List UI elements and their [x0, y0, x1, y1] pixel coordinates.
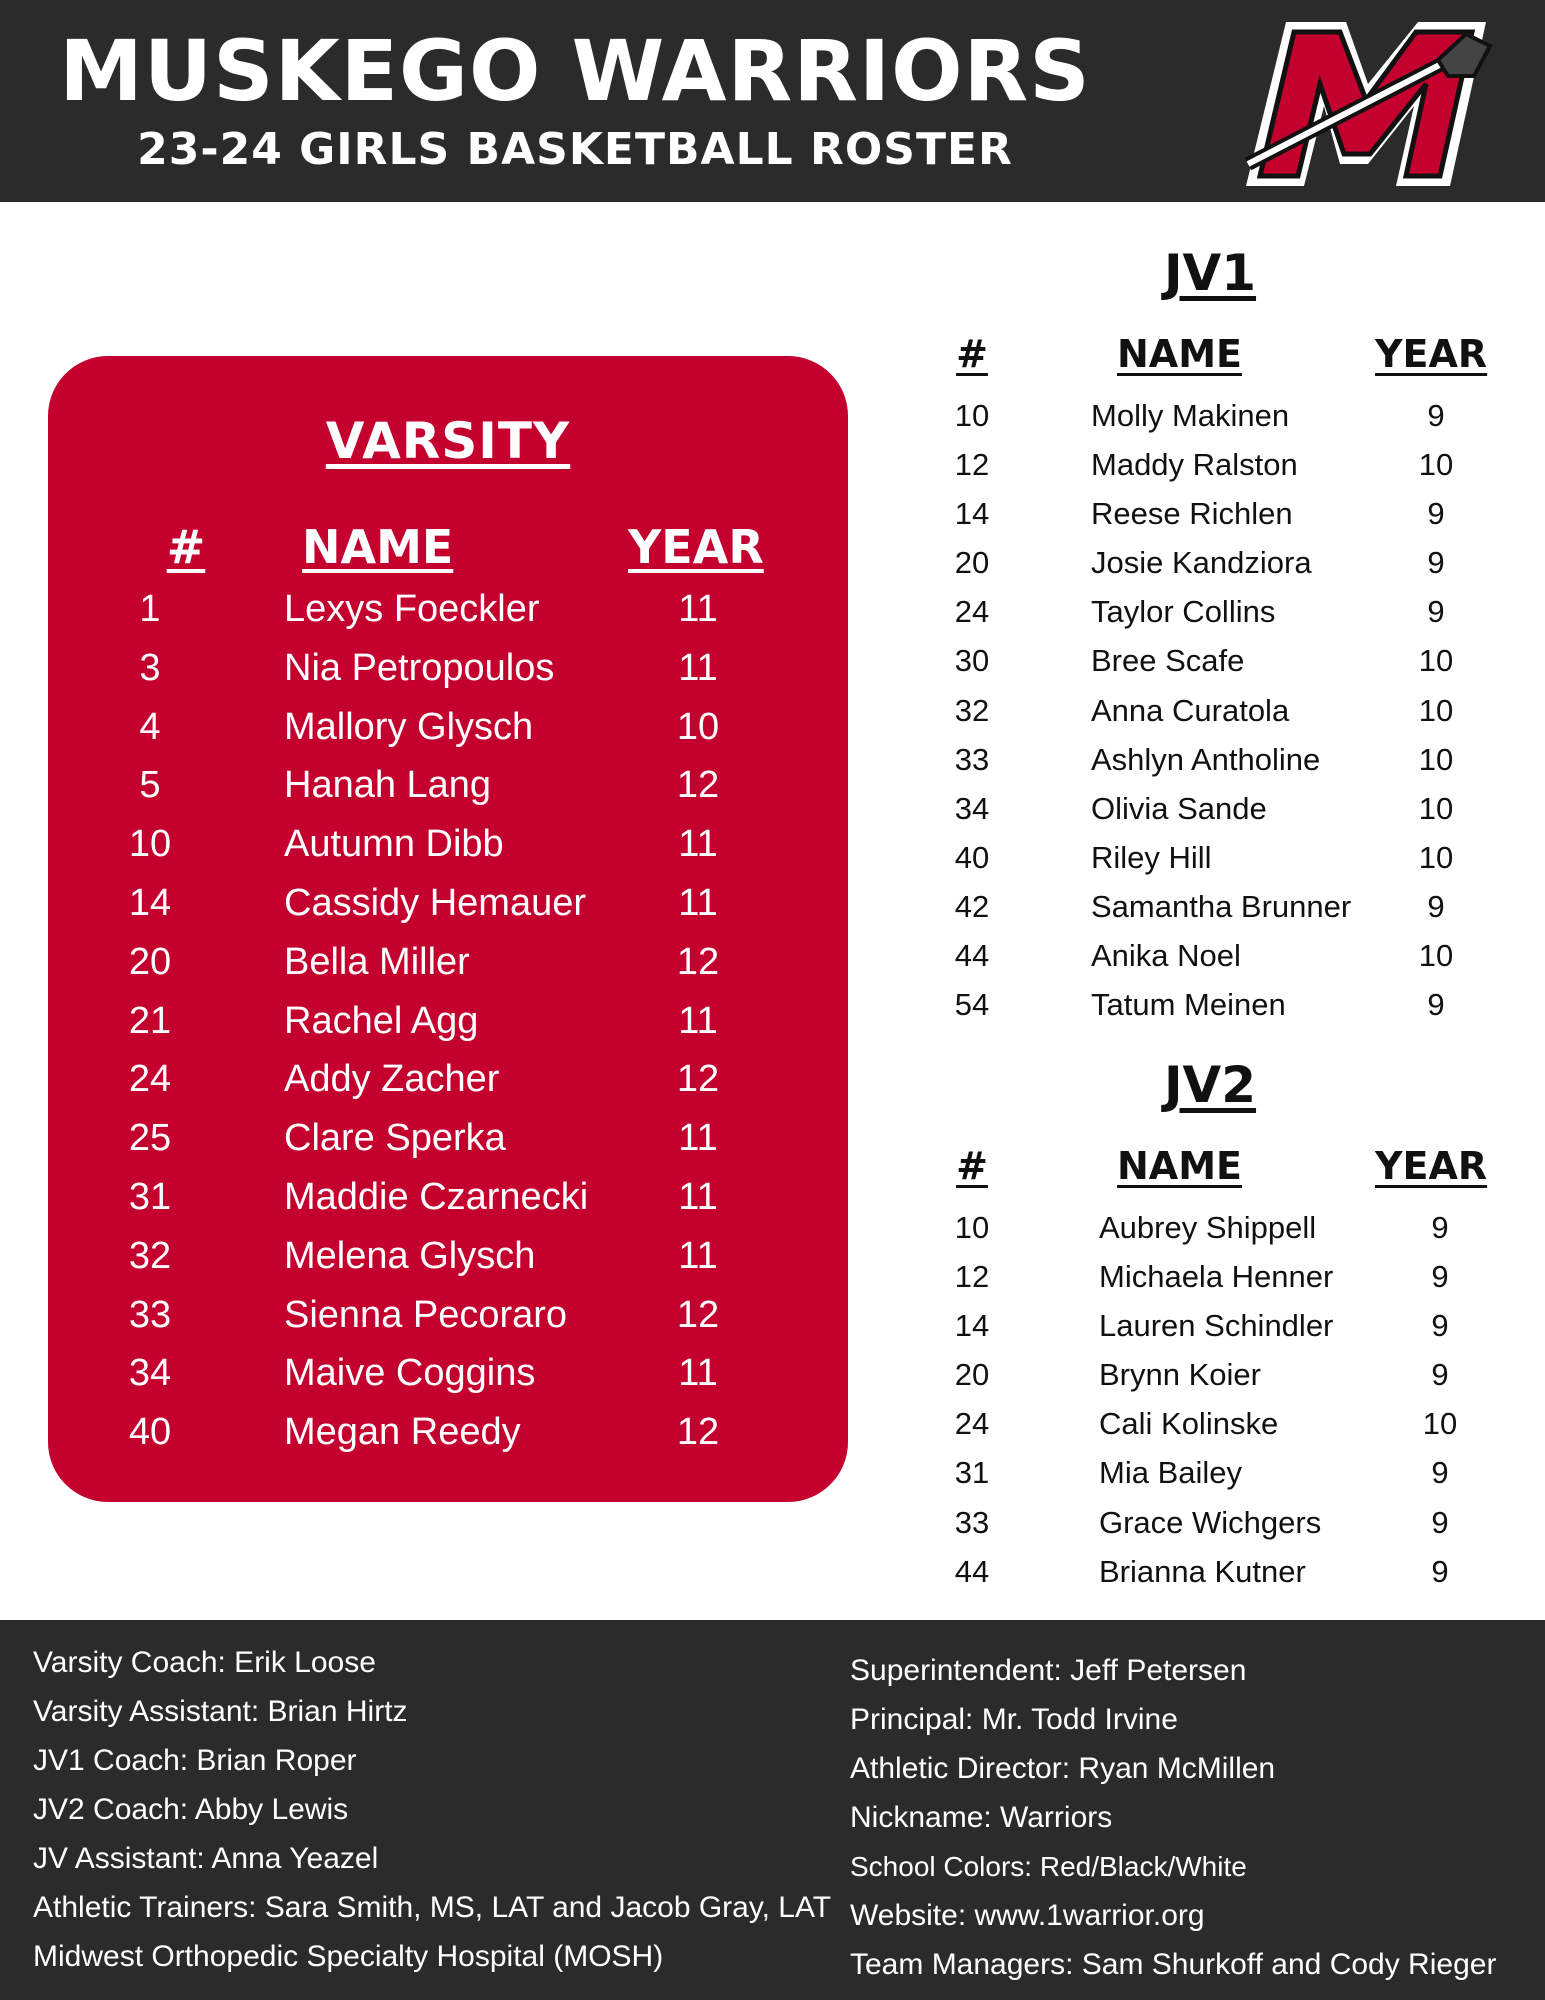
jv1-player-row: [0, 594, 1545, 643]
player-number: 54: [954, 987, 990, 1023]
jv1-player-row: [0, 447, 1545, 496]
footer-info-line: Athletic Trainers: Sara Smith, MS, LAT and Jacob Gray, LAT: [33, 1891, 832, 1924]
player-number: 30: [954, 643, 990, 679]
footer-info-line: Varsity Coach: Erik Loose: [33, 1646, 376, 1679]
player-year: 12: [676, 940, 720, 983]
player-name: Autumn Dibb: [284, 823, 504, 866]
player-name: Brianna Kutner: [1099, 1553, 1306, 1589]
jv2-header-num: #: [956, 1144, 988, 1188]
player-name: Rachel Agg: [284, 999, 479, 1042]
player-name: Clare Sperka: [284, 1117, 506, 1160]
player-name: Lexys Foeckler: [284, 588, 540, 630]
player-name: Anna Curatola: [1091, 692, 1290, 728]
player-number: 5: [139, 764, 161, 807]
player-name: Maddy Ralston: [1091, 447, 1298, 483]
player-year: 11: [678, 1117, 718, 1160]
player-year: 10: [1418, 692, 1454, 728]
jv2-player-row: [0, 1554, 1545, 1603]
player-year: 10: [1418, 447, 1454, 483]
player-year: 9: [1427, 496, 1445, 532]
player-year: 9: [1431, 1553, 1449, 1589]
player-year: 10: [676, 705, 720, 748]
player-number: 33: [128, 1293, 172, 1336]
footer-school-column: [850, 1646, 1496, 1989]
jv1-player-row: [0, 840, 1545, 889]
header-banner: [0, 0, 1545, 202]
player-number: 44: [954, 1553, 990, 1589]
jv2-player-row: [0, 1259, 1545, 1308]
player-number: 24: [954, 1406, 990, 1442]
player-name: Tatum Meinen: [1091, 987, 1286, 1023]
player-name: Taylor Collins: [1091, 594, 1276, 630]
player-year: 9: [1427, 398, 1445, 433]
varsity-player-row: [48, 1117, 848, 1176]
footer-info-line: Principal: Mr. Todd Irvine: [850, 1703, 1178, 1736]
varsity-header-name: NAME: [302, 520, 454, 574]
player-name: Sienna Pecoraro: [284, 1293, 568, 1336]
player-year: 12: [676, 1293, 720, 1336]
player-year: 10: [1418, 643, 1454, 679]
footer-info-line: School Colors: Red/Black/White: [850, 1851, 1247, 1882]
player-name: Anika Noel: [1091, 938, 1241, 974]
jv1-player-row: [0, 791, 1545, 840]
player-number: 14: [128, 881, 172, 924]
jv2-player-row: [0, 1210, 1545, 1259]
jv1-player-row: [0, 938, 1545, 987]
jv2-player-row: [0, 1406, 1545, 1455]
jv1-player-row: [0, 398, 1545, 447]
player-number: 33: [954, 741, 990, 777]
jv2-header-name: NAME: [1117, 1144, 1242, 1188]
player-year: 11: [678, 646, 718, 689]
footer-info-line: JV Assistant: Anna Yeazel: [33, 1842, 379, 1875]
jv1-header-num: #: [956, 332, 988, 376]
player-year: 9: [1431, 1259, 1449, 1295]
player-name: Mia Bailey: [1099, 1455, 1242, 1491]
player-year: 11: [678, 588, 718, 630]
player-year: 11: [678, 1234, 718, 1277]
player-number: 34: [128, 1352, 172, 1395]
jv1-player-list: [0, 398, 1545, 1036]
jv1-header-name: NAME: [1117, 332, 1242, 376]
player-name: Cassidy Hemauer: [284, 881, 586, 924]
page-subtitle: 23-24 GIRLS BASKETBALL ROSTER: [137, 124, 1013, 175]
player-number: 24: [128, 1058, 172, 1101]
varsity-header-year: YEAR: [628, 520, 764, 574]
footer-info-line: Team Managers: Sam Shurkoff and Cody Rieger: [850, 1948, 1497, 1981]
footer-info-line: Nickname: Warriors: [850, 1801, 1113, 1834]
player-name: Maddie Czarnecki: [284, 1175, 589, 1218]
player-number: 21: [128, 999, 172, 1042]
player-number: 10: [954, 1210, 990, 1245]
footer-staff-info: [0, 1620, 1545, 2000]
player-number: 12: [954, 447, 990, 483]
player-name: Josie Kandziora: [1091, 545, 1312, 581]
jv1-title: JV1: [1163, 244, 1257, 302]
player-name: Molly Makinen: [1091, 398, 1290, 433]
player-name: Melena Glysch: [284, 1234, 536, 1277]
player-year: 11: [678, 823, 718, 866]
jv2-title: JV2: [1163, 1056, 1257, 1114]
player-number: 20: [128, 940, 172, 983]
player-number: 24: [954, 594, 990, 630]
jv1-player-row: [0, 496, 1545, 545]
footer-info-line: Athletic Director: Ryan McMillen: [850, 1752, 1276, 1785]
player-name: Aubrey Shippell: [1099, 1210, 1317, 1245]
player-year: 10: [1418, 839, 1454, 875]
footer-info-line: JV2 Coach: Abby Lewis: [33, 1793, 349, 1826]
player-name: Hanah Lang: [284, 764, 492, 807]
player-number: 40: [954, 839, 990, 875]
jv1-player-row: [0, 742, 1545, 791]
jv1-player-row: [0, 545, 1545, 594]
player-year: 10: [1418, 938, 1454, 974]
player-number: 25: [128, 1117, 172, 1160]
jv1-player-row: [0, 889, 1545, 938]
player-number: 40: [128, 1411, 172, 1454]
footer-info-line: Superintendent: Jeff Petersen: [850, 1654, 1247, 1687]
player-name: Cali Kolinske: [1099, 1406, 1279, 1442]
varsity-player-row: [48, 1058, 848, 1117]
player-number: 20: [954, 1357, 990, 1393]
player-name: Bree Scafe: [1091, 643, 1245, 679]
player-year: 11: [678, 1175, 718, 1218]
jv1-player-row: [0, 643, 1545, 692]
player-name: Bella Miller: [284, 940, 470, 983]
player-name: Olivia Sande: [1091, 790, 1267, 826]
player-name: Reese Richlen: [1091, 496, 1293, 532]
player-number: 1: [139, 588, 161, 630]
jv2-player-row: [0, 1505, 1545, 1554]
player-number: 31: [954, 1455, 990, 1491]
footer-info-line: Website: www.1warrior.org: [850, 1899, 1205, 1932]
player-year: 10: [1418, 790, 1454, 826]
player-name: Addy Zacher: [284, 1058, 500, 1101]
player-year: 9: [1431, 1210, 1449, 1245]
player-year: 9: [1427, 545, 1445, 581]
warriors-m-logo: [1228, 14, 1494, 190]
player-number: 10: [128, 823, 172, 866]
player-name: Samantha Brunner: [1091, 888, 1352, 924]
player-year: 11: [678, 881, 718, 924]
player-name: Maive Coggins: [284, 1352, 536, 1395]
player-name: Brynn Koier: [1099, 1357, 1261, 1393]
player-number: 10: [954, 398, 990, 433]
player-name: Grace Wichgers: [1099, 1504, 1322, 1540]
jv1-player-row: [0, 693, 1545, 742]
jv2-player-row: [0, 1308, 1545, 1357]
player-name: Ashlyn Antholine: [1091, 741, 1321, 777]
jv2-header-year: YEAR: [1375, 1144, 1488, 1188]
player-number: 31: [128, 1175, 172, 1218]
player-year: 9: [1427, 888, 1445, 924]
player-year: 9: [1427, 594, 1445, 630]
player-number: 32: [128, 1234, 172, 1277]
jv1-player-row: [0, 987, 1545, 1036]
player-number: 42: [954, 888, 990, 924]
player-year: 11: [678, 999, 718, 1042]
footer-coaches-column: [33, 1638, 831, 1981]
player-number: 3: [139, 646, 161, 689]
player-number: 12: [954, 1259, 990, 1295]
player-number: 34: [954, 790, 990, 826]
player-year: 10: [1422, 1406, 1458, 1442]
varsity-title: VARSITY: [325, 412, 571, 470]
player-year: 11: [678, 1352, 718, 1395]
player-name: Mallory Glysch: [284, 705, 534, 748]
player-number: 14: [954, 1308, 990, 1344]
player-year: 12: [676, 764, 720, 807]
player-name: Nia Petropoulos: [284, 646, 555, 689]
player-number: 32: [954, 692, 990, 728]
jv2-player-row: [0, 1455, 1545, 1504]
player-number: 20: [954, 545, 990, 581]
player-number: 44: [954, 938, 990, 974]
page-title: MUSKEGO WARRIORS: [59, 22, 1091, 120]
player-name: Lauren Schindler: [1099, 1308, 1334, 1344]
player-year: 9: [1431, 1357, 1449, 1393]
varsity-header-num: #: [166, 520, 206, 574]
player-year: 9: [1431, 1504, 1449, 1540]
jv2-player-list: [0, 1210, 1545, 1603]
player-year: 9: [1431, 1455, 1449, 1491]
footer-info-line: JV1 Coach: Brian Roper: [33, 1744, 357, 1777]
footer-info-line: Varsity Assistant: Brian Hirtz: [33, 1695, 408, 1728]
player-year: 12: [676, 1411, 720, 1454]
player-name: Megan Reedy: [284, 1411, 521, 1454]
player-year: 10: [1418, 741, 1454, 777]
footer-info-line: Midwest Orthopedic Specialty Hospital (MOSH): [33, 1940, 664, 1973]
player-name: Riley Hill: [1091, 839, 1212, 875]
player-number: 33: [954, 1504, 990, 1540]
player-year: 9: [1431, 1308, 1449, 1344]
player-number: 4: [139, 705, 161, 748]
player-name: Michaela Henner: [1099, 1259, 1334, 1295]
jv1-header-year: YEAR: [1375, 332, 1488, 376]
player-year: 9: [1427, 987, 1445, 1023]
jv2-player-row: [0, 1357, 1545, 1406]
player-number: 14: [954, 496, 990, 532]
player-year: 12: [676, 1058, 720, 1101]
